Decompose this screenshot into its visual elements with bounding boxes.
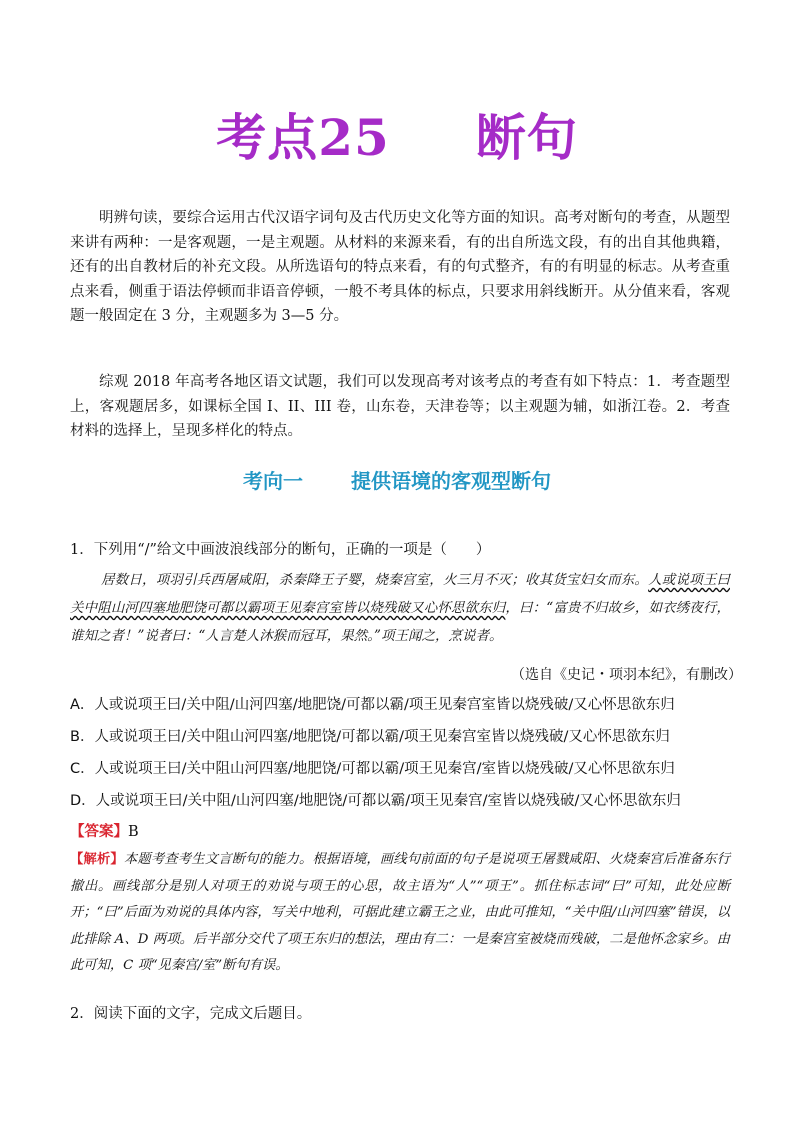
option-c: C．人或说项王曰/关中阻山河四塞/地肥饶/可都以霸/项王见秦宫/室皆以烧残破/又心怀思欲东归 <box>70 761 675 777</box>
section-heading <box>0 465 794 494</box>
section-label: 考向一 <box>243 469 303 493</box>
title-sub: 断句 <box>475 108 578 167</box>
passage-source: （选自《史记・项羽本纪》，有删改） <box>511 667 742 683</box>
section-title: 提供语境的客观型断句 <box>351 469 551 493</box>
intro-paragraph-1: 明辨句读，要综合运用古代汉语字词句及古代历史文化等方面的知识。高考对断句的考查，从题型来讲有两种：一是客观题，一是主观题。从材料的来源来看，有的出自所选文段，有的出自其他典籍，还有的出自教材后的补充文段。从所选语句的特点来看，有的句式整齐，有的有明显的标志。从考查重点来看，侧重于语法停顿而非语音停顿，一般不考具体的标点，只要求用斜线断开。从分值来看，客观题一般固定在 3 分，主观题多为 3—5 分。 <box>70 210 730 325</box>
passage-after: ，曰：“富贵不归故乡，如衣绣夜行，谁知之者！”说者曰：“人言楚人沐猴而冠耳，果然。”项王闻之，烹说者。 <box>70 600 731 644</box>
option-a: A．人或说项王曰/关中阻/山河四塞/地肥饶/可都以霸/项王见秦宫室皆以烧残破/又心怀思欲东归 <box>70 697 675 713</box>
title-main: 考点25 <box>216 108 390 167</box>
passage-before: 居数日，项羽引兵西屠咸阳，杀秦降王子婴，烧秦宫室，火三月不灭；收其货宝妇女而东。 <box>101 572 649 588</box>
option-d: D．人或说项王曰/关中阻/山河四塞/地肥饶/可都以霸/项王见秦宫/室皆以烧残破/又心怀思欲东归 <box>70 793 681 809</box>
analysis-label: 【解析】 <box>70 852 124 867</box>
page-title <box>0 98 794 170</box>
analysis-text: 本题考查考生文言断句的能力。根据语境，画线句前面的句子是说项王屠戮咸阳、火烧秦宫后准备东行撤出。画线部分是别人对项王的劝说与项王的心思，故主语为“人”“项王”。抓住标志词“曰”可知，此处应断开；“曰”后面为劝说的具体内容，写关中地利，可据此建立霸王之业，由此可推知，“关中阻/山河四塞”错误，以此排除 A、D 两项。后半部分交代了项王东归的想法，理由有二：一是秦宫室被烧而残破，二是他怀念家乡。由此可知，C 项“见秦宫/室”断句有误。 <box>70 852 731 973</box>
question-1-passage <box>70 566 730 650</box>
answer-line <box>70 820 730 841</box>
question-2-stem: 2．阅读下面的文字，完成文后题目。 <box>70 1006 312 1022</box>
analysis-paragraph <box>70 847 730 980</box>
option-b: B．人或说项王曰/关中阻山河四塞/地肥饶/可都以霸/项王见秦宫室皆以烧残破/又心怀思欲东归 <box>70 729 670 745</box>
question-1-stem: 1．下列用“/”给文中画波浪线部分的断句，正确的一项是（ ） <box>70 542 491 558</box>
passage-underlined: 人或说项王曰关中阻山河四塞地肥饶可都以霸项王见秦宫室皆以烧残破又心怀思欲东归 <box>70 572 730 616</box>
answer-value: B <box>128 824 139 840</box>
intro-paragraph-2: 综观 2018 年高考各地区语文试题，我们可以发现高考对该考点的考查有如下特点：1．考查题型上，客观题居多，如课标全国 I、II、III 卷，山东卷，天津卷等；以主观题为辅，如浙江卷。2．考查材料的选择上，呈现多样化的特点。 <box>70 374 730 440</box>
answer-label: 【答案】 <box>70 823 128 840</box>
